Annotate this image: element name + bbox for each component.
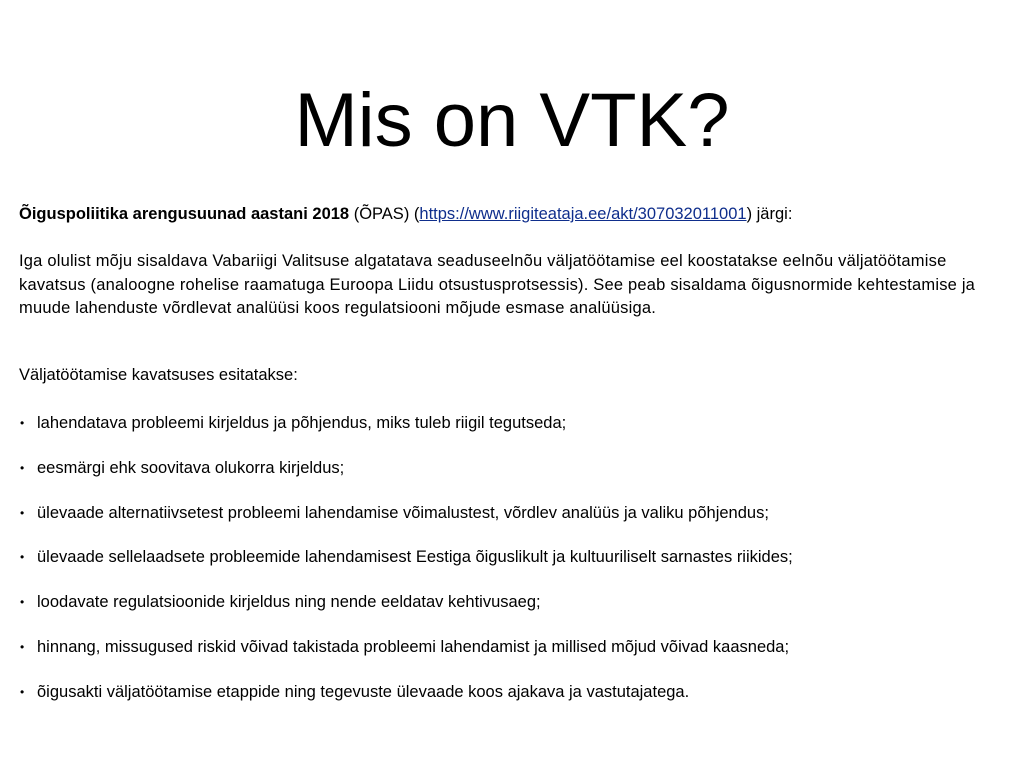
- list-item: [19, 547, 1019, 592]
- riigiteataja-link[interactable]: https://www.riigiteataja.ee/akt/307032011001: [419, 205, 747, 223]
- list-lead-text: Väljatöötamise kavatsuses esitatakse:: [19, 366, 298, 384]
- slide-title: Mis on VTK?: [294, 78, 730, 163]
- intro-end-text: ) järgi:: [746, 205, 793, 223]
- list-item-text: hinnang, missugused riskid võivad takistada probleemi lahendamist ja millised mõjud võivad kaasneda;: [37, 637, 790, 656]
- bullet-icon: •: [20, 416, 25, 430]
- description-paragraph: Iga olulist mõju sisaldava Vabariigi Valitsuse algatatava seaduseelnõu väljatöötamise eel koostatakse eelnõu väljatöötamise kavatsus (analoogne rohelise raamatuga Euroopa Liidu otsustusprotsessis). See peab sisaldama õigusnormide kehtestamise ja muude lahenduste võrdlevat analüüsi koos regulatsiooni mõjude esmase analüüsiga.: [19, 252, 976, 317]
- list-item: [19, 503, 1019, 548]
- list-item-text: ülevaade sellelaadsete probleemide lahendamisest Eestiga õiguslikult ja kultuuriliselt sarnastes riikides;: [37, 548, 793, 567]
- intro-middle-text: (ÕPAS) (: [349, 205, 420, 223]
- list-item-text: ülevaade alternatiivsetest probleemi lahendamise võimalustest, võrdlev analüüs ja valiku põhjendus;: [37, 503, 769, 522]
- list-item-text: lahendatava probleemi kirjeldus ja põhjendus, miks tuleb riigil tegutseda;: [37, 414, 567, 432]
- bullet-icon: •: [20, 550, 25, 565]
- list-item-text: eesmärgi ehk soovitava olukorra kirjeldus;: [37, 458, 345, 477]
- bullet-icon: •: [20, 639, 25, 654]
- list-item: [19, 682, 1019, 727]
- bullet-icon: •: [20, 460, 25, 475]
- bullet-icon: •: [20, 684, 25, 699]
- intro-bold-text: Õiguspoliitika arengusuunad aastani 2018: [19, 205, 350, 223]
- list-item-text: loodavate regulatsioonide kirjeldus ning nende eeldatav kehtivusaeg;: [37, 593, 541, 612]
- list-item-text: õigusakti väljatöötamise etappide ning tegevuste ülevaade koos ajakava ja vastutajatega.: [37, 682, 690, 701]
- list-item: [19, 637, 1019, 682]
- bullet-icon: •: [20, 505, 25, 520]
- list-item: [19, 458, 1019, 503]
- content-list: [19, 413, 1019, 727]
- list-item: [19, 413, 1019, 458]
- bullet-icon: •: [20, 595, 25, 610]
- list-item: [19, 592, 1019, 637]
- intro-line: [19, 204, 1009, 225]
